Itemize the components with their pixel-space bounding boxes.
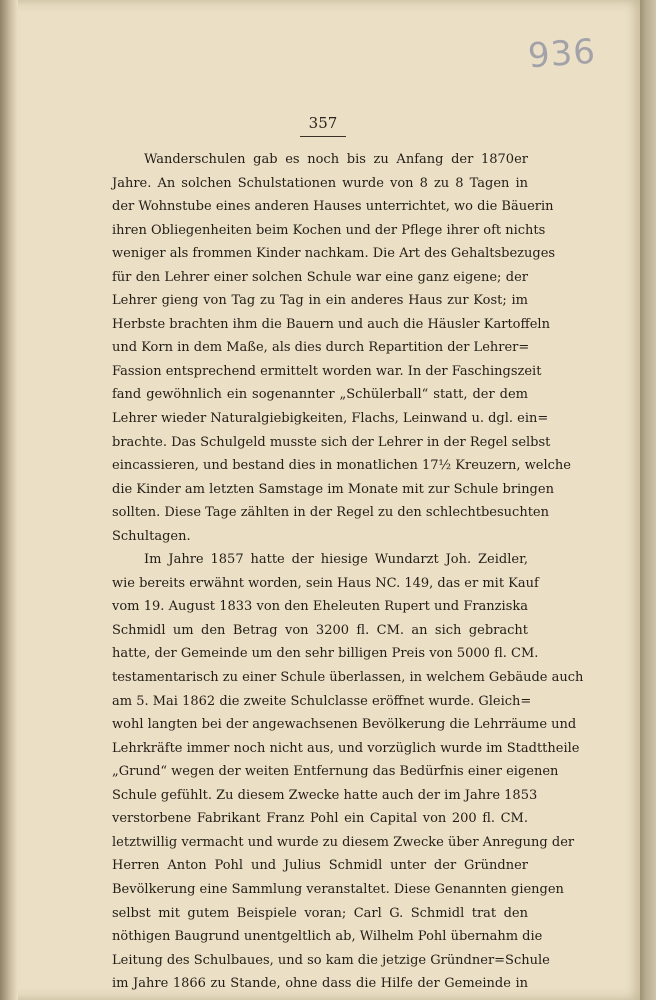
text-line: eincassieren, und bestand dies in monatlichen 17½ Kreuzern, welche [112, 458, 571, 474]
text-line: Herbste brachten ihm die Bauern und auch die Häusler Kartoffeln [112, 316, 550, 332]
text-line: und Korn in dem Maße, als dies durch Repartition der Lehrer= [112, 340, 530, 356]
text-line: letztwillig vermacht und wurde zu diesem Zwecke über Anregung der [112, 834, 575, 850]
text-line: vom 19. August 1833 von den Eheleuten Rupert und Franziska [112, 599, 528, 615]
text-line: Schultagen. [112, 528, 191, 544]
text-line: Schmidl um den Betrag von 3200 fl. CM. an sich gebracht [112, 622, 528, 638]
text-line: nöthigen Baugrund unentgeltlich ab, Wilhelm Pohl übernahm die [112, 929, 543, 945]
text-line: ihren Obliegenheiten beim Kochen und der Pflege ihrer oft nichts [112, 222, 546, 238]
text-line: „Grund“ wegen der weiten Entfernung das Bedürfnis einer eigenen [112, 764, 559, 780]
text-line: Lehrer wieder Naturalgiebigkeiten, Flachs, Leinwand u. dgl. ein= [112, 411, 549, 427]
text-line: am 5. Mai 1862 die zweite Schulclasse eröffnet wurde. Gleich= [112, 693, 532, 709]
text-line: im Jahre 1866 zu Stande, ohne dass die Hilfe der Gemeinde in [112, 976, 528, 992]
text-line: wohl langten bei der angewachsenen Bevölkerung die Lehrräume und [112, 717, 577, 733]
text-line: Bevölkerung eine Sammlung veranstaltet. Diese Genannten giengen [112, 881, 564, 897]
text-line: Lehrkräfte immer noch nicht aus, und vorzüglich wurde im Stadttheile [112, 740, 580, 756]
text-line: brachte. Das Schulgeld musste sich der Lehrer in der Regel selbst [112, 434, 551, 450]
text-line: hatte, der Gemeinde um den sehr billigen Preis von 5000 fl. CM. [112, 646, 539, 662]
page-binding-shadow [0, 0, 18, 1000]
page-number: 357 [300, 114, 346, 137]
text-line: sollten. Diese Tage zählten in der Regel zu den schlechtbesuchten [112, 505, 549, 521]
text-line: Fassion entsprechend ermittelt worden war. In der Faschingszeit [112, 363, 542, 379]
archive-number-handwritten: 936 [526, 31, 598, 77]
text-line: fand gewöhnlich ein sogenannter „Schülerball“ statt, der dem [112, 387, 528, 403]
text-line: Im Jahre 1857 hatte der hiesige Wundarzt Joh. Zeidler, [144, 552, 528, 568]
text-line: testamentarisch zu einer Schule überlassen, in welchem Gebäude auch [112, 670, 584, 686]
text-line: Leitung des Schulbaues, und so kam die jetzige Gründner=Schule [112, 952, 550, 968]
body-text [112, 148, 584, 996]
text-line: selbst mit gutem Beispiele voran; Carl G. Schmidl trat den [112, 905, 528, 921]
text-line: Schule gefühlt. Zu diesem Zwecke hatte auch der im Jahre 1853 [112, 787, 538, 803]
text-line: wie bereits erwähnt worden, sein Haus NC. 149, das er mit Kauf [112, 575, 539, 591]
text-line: Lehrer gieng von Tag zu Tag in ein anderes Haus zur Kost; im [112, 293, 528, 309]
text-line: verstorbene Fabrikant Franz Pohl ein Capital von 200 fl. CM. [112, 811, 528, 827]
text-line: der Wohnstube eines anderen Hauses unterrichtet, wo die Bäuerin [112, 199, 554, 215]
text-line: für den Lehrer einer solchen Schule war eine ganz eigene; der [112, 269, 528, 285]
text-line: die Kinder am letzten Samstage im Monate mit zur Schule bringen [112, 481, 554, 497]
text-line: Jahre. An solchen Schulstationen wurde von 8 zu 8 Tagen in [112, 175, 528, 191]
text-line: Wanderschulen gab es noch bis zu Anfang der 1870er [144, 152, 528, 167]
text-line: Herren Anton Pohl und Julius Schmidl unter der Gründner [112, 858, 528, 874]
page-edge [640, 0, 656, 1000]
text-line: weniger als frommen Kinder nachkam. Die Art des Gehaltsbezuges [112, 246, 556, 262]
